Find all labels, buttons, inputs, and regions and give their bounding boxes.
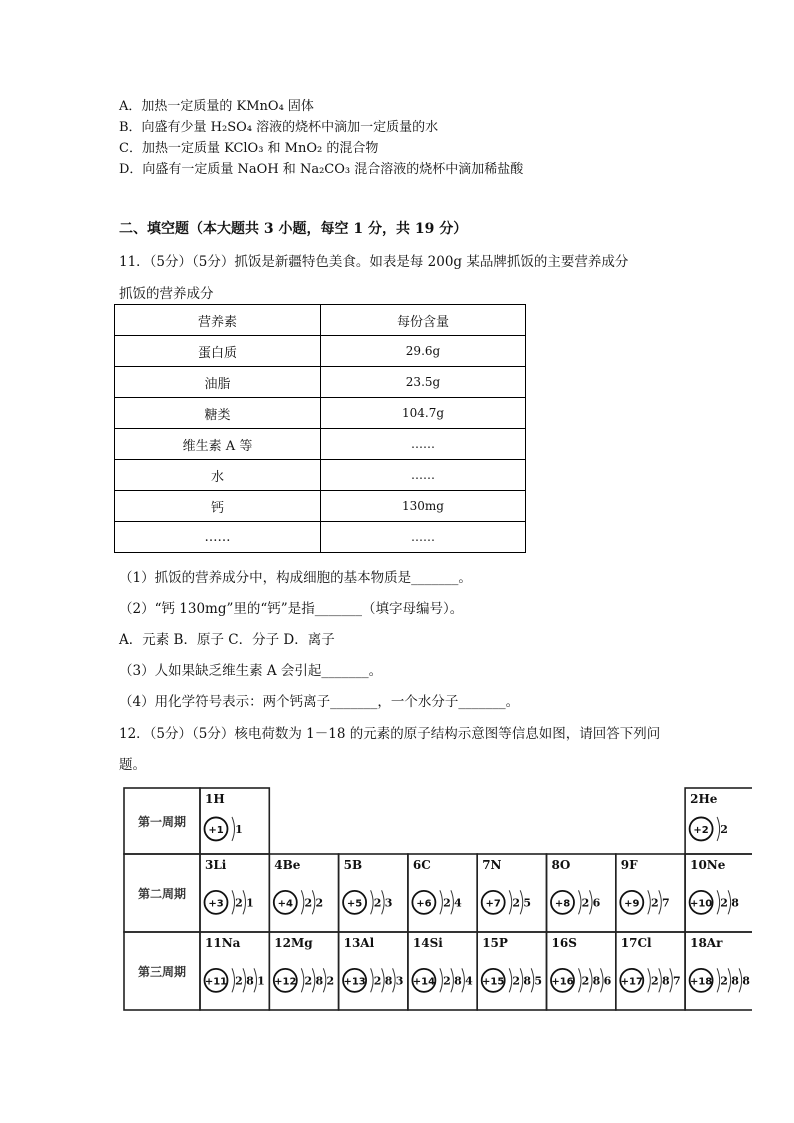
electron-shell-arc — [728, 968, 731, 992]
electron-count: 3 — [395, 974, 404, 988]
electron-shell-arc — [531, 968, 534, 992]
table-row — [115, 429, 526, 460]
amount-cell: 104.7g — [321, 398, 526, 429]
electron-count: 1 — [257, 974, 265, 988]
electron-count: 2 — [650, 974, 659, 988]
element-label: 18Ar — [690, 936, 723, 950]
element-label: 17Cl — [620, 936, 652, 950]
nucleus-charge: +3 — [208, 898, 224, 910]
amount-cell: 23.5g — [321, 367, 526, 398]
electron-count: 1 — [246, 896, 254, 910]
electron-shell-arc — [670, 968, 673, 992]
amount-cell: …… — [321, 429, 526, 460]
electron-count: 2 — [512, 896, 521, 910]
electron-shell-arc — [717, 968, 720, 992]
electron-count: 8 — [742, 974, 750, 988]
nucleus-charge: +5 — [346, 898, 363, 910]
element-label: 9F — [620, 858, 638, 872]
electron-shell-arc — [717, 890, 720, 914]
electron-count: 4 — [454, 896, 462, 910]
electron-shell-arc — [301, 968, 304, 992]
element-label: 3Li — [205, 858, 227, 872]
element-label: 2He — [690, 792, 718, 806]
electron-count: 8 — [315, 974, 324, 988]
header-amount: 每份含量 — [321, 305, 526, 336]
element-label: 1H — [205, 792, 225, 806]
electron-count: 2 — [235, 974, 243, 988]
amount-cell: 130mg — [321, 491, 526, 522]
element-label: 12Mg — [274, 936, 313, 950]
electron-shell-arc — [648, 968, 651, 992]
option-b: B．向盛有少量 H₂SO₄ 溶液的烧杯中滴加一定质量的水 — [119, 120, 439, 135]
electron-count: 8 — [661, 974, 670, 988]
electron-shell-arc — [243, 968, 246, 992]
table-row — [115, 398, 526, 429]
electron-count: 2 — [326, 974, 335, 988]
electron-shell-arc — [601, 968, 604, 992]
electron-count: 2 — [581, 896, 590, 910]
nucleus-charge: +6 — [416, 898, 432, 910]
nucleus-charge: +1 — [208, 824, 224, 836]
electron-shell-arc — [648, 890, 651, 914]
electron-shell-arc — [509, 968, 512, 992]
electron-shell-arc — [509, 890, 512, 914]
nutrient-cell: 钙 — [115, 491, 321, 522]
header-nutrient: 营养素 — [115, 305, 321, 336]
element-label: 13Al — [343, 936, 375, 950]
table-row — [115, 491, 526, 522]
amount-cell: 29.6g — [321, 336, 526, 367]
electron-shell-arc — [232, 890, 235, 914]
electron-shell-arc — [659, 890, 662, 914]
q11-sub2-options: A．元素 B．原子 C．分子 D．离子 — [119, 632, 335, 648]
electron-count: 2 — [512, 974, 521, 988]
period-label: 第三周期 — [137, 965, 187, 979]
q11-sub4: （4）用化学符号表示：两个钙离子_______，一个水分子_______。 — [119, 694, 520, 710]
q11-sub3: （3）人如果缺乏维生素 A 会引起_______。 — [119, 663, 383, 679]
electron-count: 2 — [650, 896, 659, 910]
electron-count: 2 — [443, 974, 451, 988]
electron-shell-arc — [232, 968, 235, 992]
electron-count: 4 — [465, 974, 473, 988]
electron-shell-arc — [520, 890, 523, 914]
electron-shell-arc — [371, 968, 374, 992]
electron-count: 2 — [304, 974, 313, 988]
nucleus-charge: +17 — [620, 976, 643, 988]
option-a: A．加热一定质量的 KMnO₄ 固体 — [119, 99, 314, 114]
electron-shell-arc — [440, 890, 443, 914]
electron-count: 8 — [731, 974, 739, 988]
nutrient-cell: …… — [115, 522, 321, 553]
table-row — [115, 367, 526, 398]
electron-shell-arc — [579, 968, 582, 992]
element-label: 16S — [551, 936, 577, 950]
q12-stem-line2: 题。 — [119, 757, 146, 773]
element-label: 14Si — [412, 936, 443, 950]
electron-count: 8 — [523, 974, 532, 988]
electron-count: 2 — [315, 896, 324, 910]
option-d: D．向盛有一定质量 NaOH 和 Na₂CO₃ 混合溶液的烧杯中滴加稀盐酸 — [119, 162, 524, 177]
element-label: 4Be — [274, 858, 301, 872]
element-label: 10Ne — [690, 858, 726, 872]
nutrient-cell: 蛋白质 — [115, 336, 321, 367]
electron-shell-arc — [312, 968, 315, 992]
nucleus-charge: +16 — [551, 976, 574, 988]
q11-stem: 11．（5分）（5分）抓饭是新疆特色美食。如表是每 200g 某品牌抓饭的主要营养成分 — [119, 254, 629, 270]
nutrition-table — [114, 304, 526, 553]
periodic-structure-chart — [122, 784, 752, 1014]
electron-count: 7 — [672, 974, 681, 988]
electron-count: 1 — [235, 822, 243, 836]
electron-count: 8 — [246, 974, 254, 988]
nucleus-charge: +11 — [204, 976, 228, 988]
electron-shell-arc — [451, 890, 454, 914]
element-label: 11Na — [205, 936, 241, 950]
electron-count: 2 — [720, 822, 728, 836]
period-label: 第一周期 — [137, 815, 187, 829]
amount-cell: …… — [321, 460, 526, 491]
nucleus-charge: +15 — [482, 976, 505, 988]
nutrient-cell: 维生素 A 等 — [115, 429, 321, 460]
electron-shell-arc — [382, 968, 385, 992]
element-label: 5B — [343, 858, 363, 872]
electron-count: 2 — [235, 896, 243, 910]
electron-shell-arc — [462, 968, 465, 992]
electron-count: 5 — [534, 974, 543, 988]
table-row — [115, 336, 526, 367]
electron-count: 8 — [384, 974, 393, 988]
element-label: 6C — [412, 858, 431, 872]
table-header-row — [115, 305, 526, 336]
option-c: C．加热一定质量 KClO₃ 和 MnO₂ 的混合物 — [119, 141, 379, 156]
electron-count: 2 — [720, 896, 728, 910]
nutrient-cell: 水 — [115, 460, 321, 491]
element-label: 7N — [482, 858, 502, 872]
nucleus-charge: +10 — [689, 898, 713, 910]
electron-shell-arc — [590, 968, 593, 992]
nucleus-charge: +13 — [343, 976, 366, 988]
electron-count: 6 — [592, 896, 601, 910]
nucleus-charge: +8 — [554, 898, 571, 910]
q11-sub2: （2）“钙 130mg”里的“钙”是指_______（填字母编号）。 — [119, 601, 464, 617]
electron-shell-arc — [728, 890, 731, 914]
electron-count: 5 — [523, 896, 532, 910]
electron-count: 2 — [373, 974, 382, 988]
electron-shell-arc — [659, 968, 662, 992]
electron-count: 2 — [443, 896, 451, 910]
nucleus-charge: +12 — [274, 976, 297, 988]
electron-count: 3 — [384, 896, 393, 910]
nutrient-cell: 糖类 — [115, 398, 321, 429]
electron-shell-arc — [243, 890, 246, 914]
nucleus-charge: +14 — [412, 976, 436, 988]
electron-count: 6 — [603, 974, 612, 988]
electron-count: 8 — [592, 974, 601, 988]
table-row — [115, 460, 526, 491]
electron-shell-arc — [312, 890, 315, 914]
q12-stem-line1: 12．（5分）（5分）核电荷数为 1－18 的元素的原子结构示意图等信息如图，请回答下列问 — [119, 726, 661, 742]
electron-count: 2 — [581, 974, 590, 988]
electron-count: 8 — [731, 896, 739, 910]
electron-shell-arc — [590, 890, 593, 914]
electron-shell-arc — [301, 890, 304, 914]
period-label: 第二周期 — [137, 887, 187, 901]
electron-count: 2 — [373, 896, 382, 910]
section-title: 二、填空题（本大题共 3 小题，每空 1 分，共 19 分） — [119, 221, 468, 237]
amount-cell: …… — [321, 522, 526, 553]
electron-shell-arc — [382, 890, 385, 914]
electron-shell-arc — [371, 890, 374, 914]
element-label: 8O — [551, 858, 571, 872]
nutrient-cell: 油脂 — [115, 367, 321, 398]
nucleus-charge: +4 — [277, 898, 293, 910]
electron-shell-arc — [717, 817, 720, 841]
electron-count: 8 — [454, 974, 462, 988]
table-caption: 抓饭的营养成分 — [119, 286, 214, 302]
q11-sub1: （1）抓饭的营养成分中，构成细胞的基本物质是_______。 — [119, 570, 472, 586]
nucleus-charge: +9 — [624, 898, 640, 910]
electron-count: 2 — [720, 974, 728, 988]
electron-count: 7 — [661, 896, 670, 910]
electron-shell-arc — [323, 968, 326, 992]
electron-shell-arc — [520, 968, 523, 992]
electron-shell-arc — [440, 968, 443, 992]
nucleus-charge: +7 — [485, 898, 501, 910]
table-row — [115, 522, 526, 553]
electron-shell-arc — [232, 817, 235, 841]
electron-shell-arc — [579, 890, 582, 914]
nucleus-charge: +18 — [689, 976, 713, 988]
element-label: 15P — [482, 936, 508, 950]
electron-shell-arc — [451, 968, 454, 992]
electron-count: 2 — [304, 896, 313, 910]
nucleus-charge: +2 — [693, 824, 709, 836]
electron-shell-arc — [393, 968, 396, 992]
electron-shell-arc — [254, 968, 257, 992]
electron-shell-arc — [739, 968, 742, 992]
